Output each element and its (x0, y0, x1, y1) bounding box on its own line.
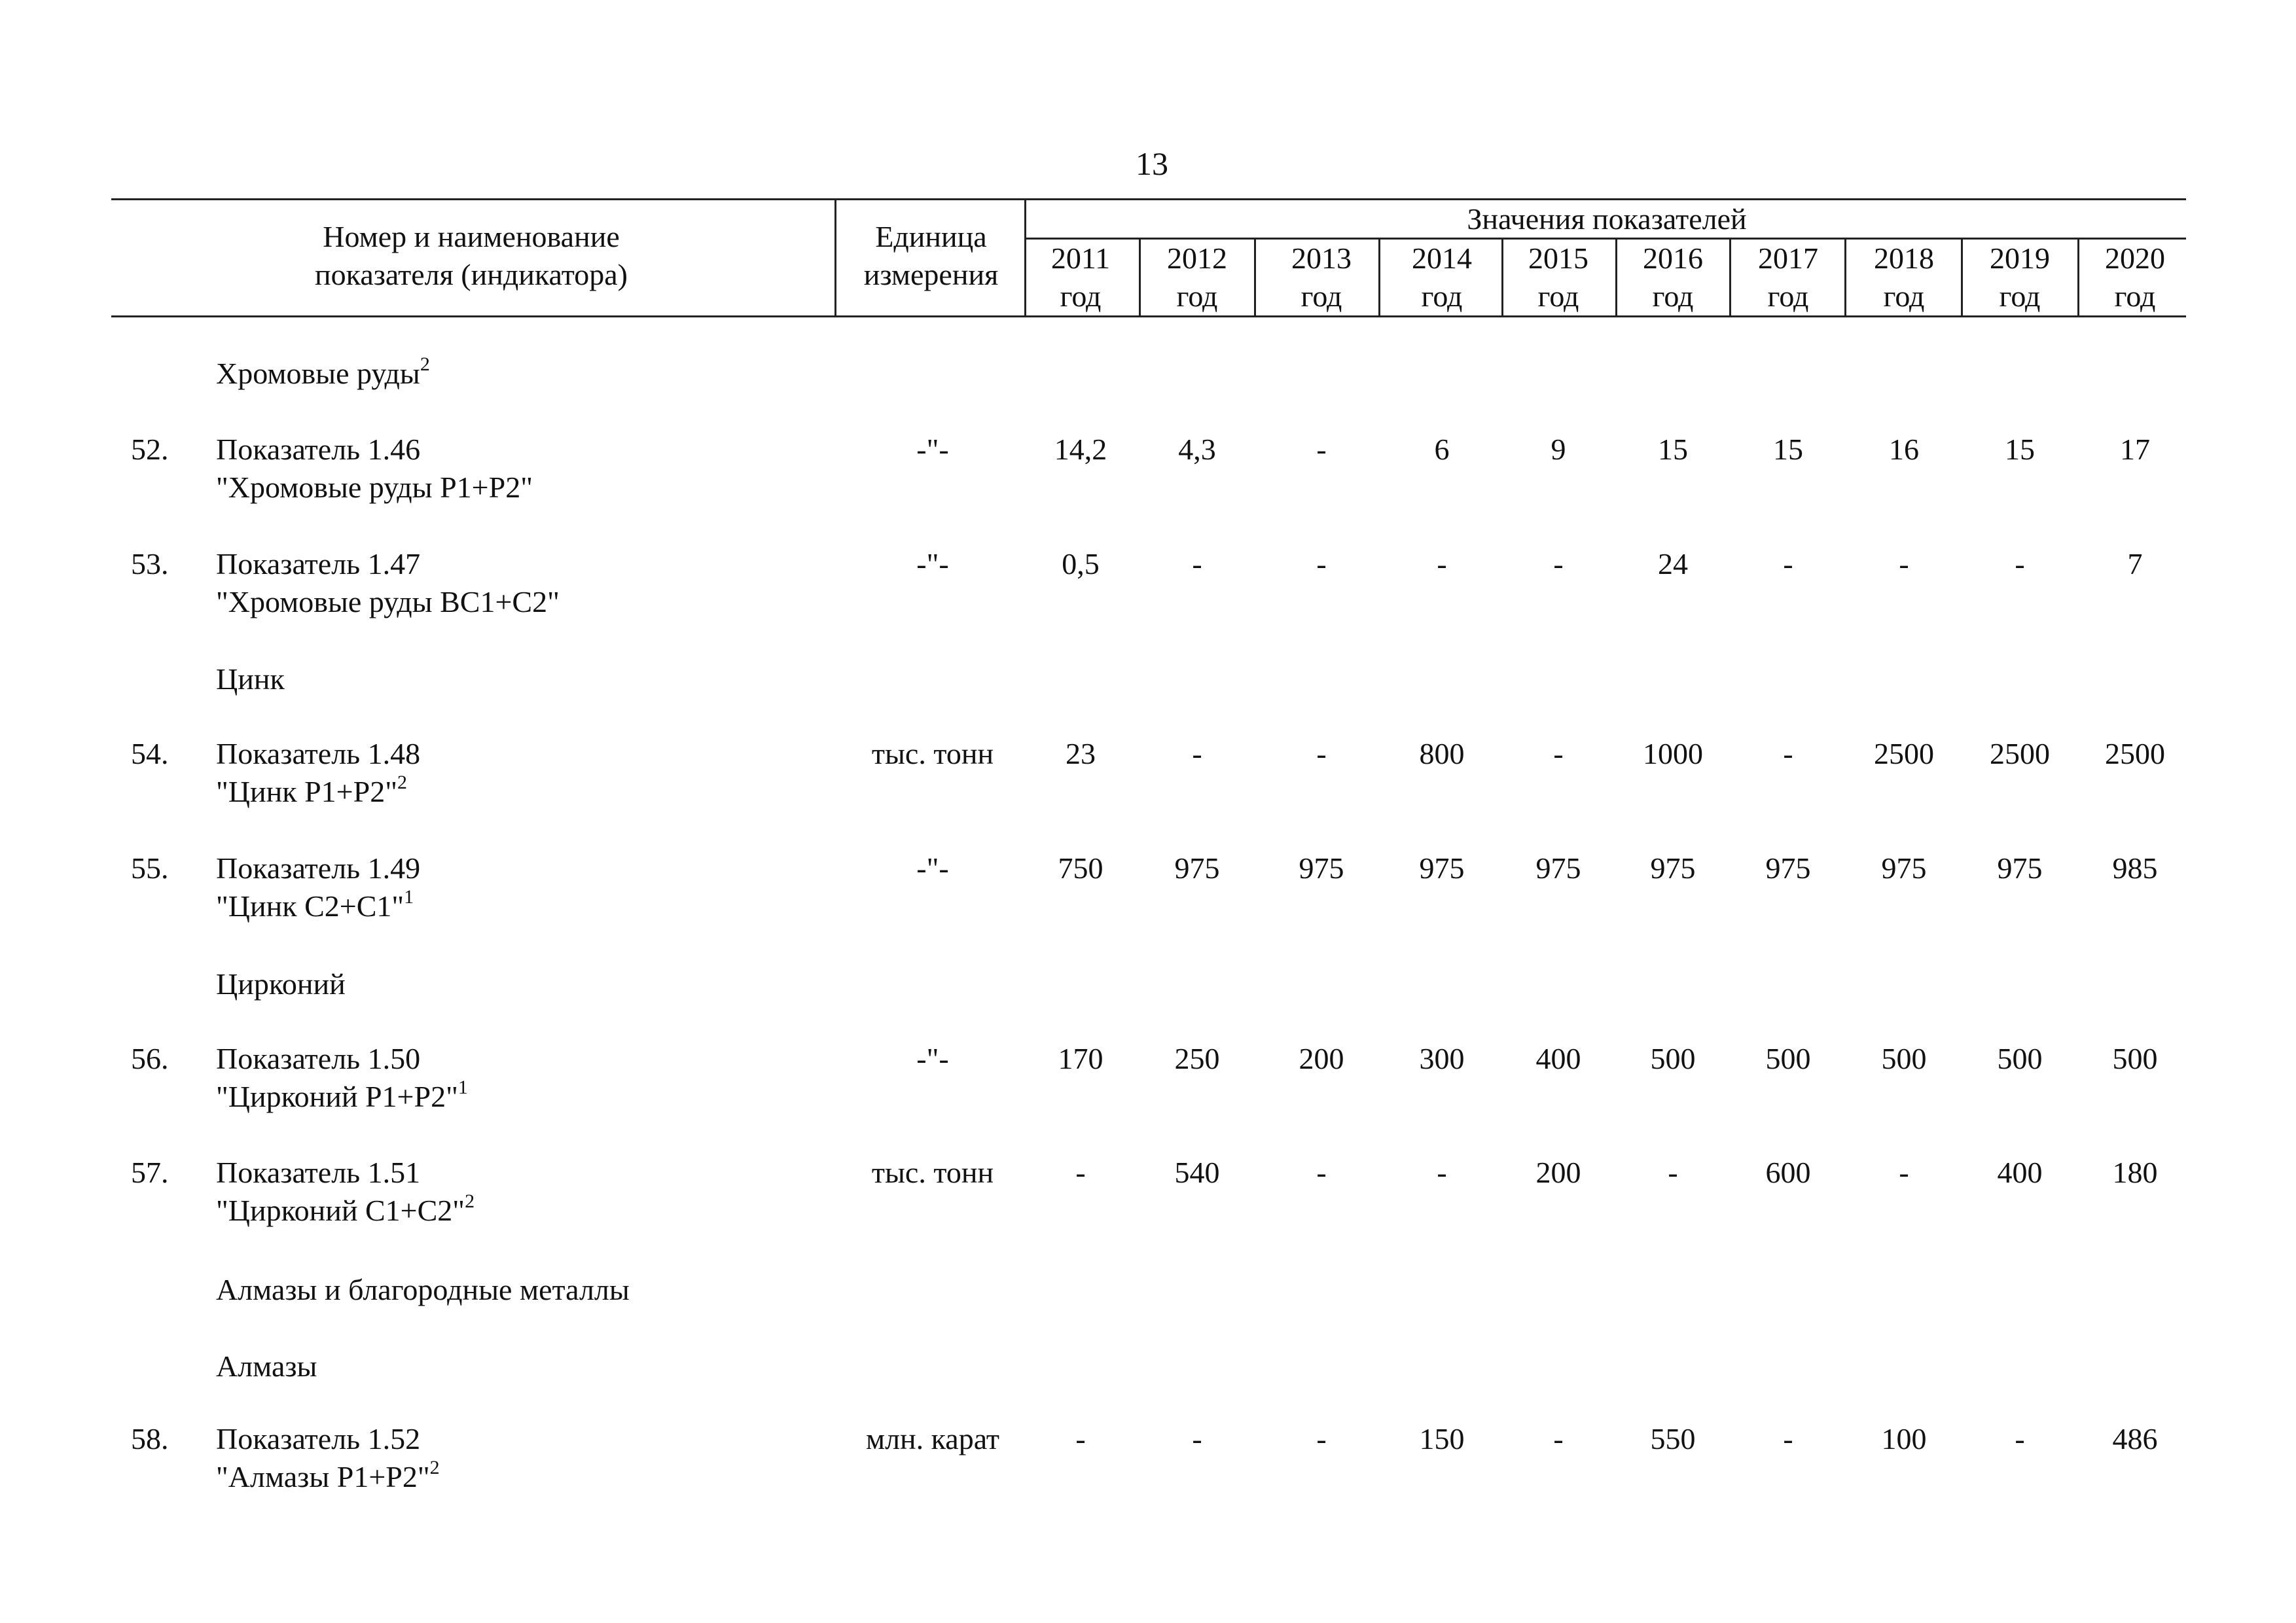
indicator-title (216, 773, 420, 811)
year-label: 2014 (1412, 241, 1472, 275)
year-header-9 (2079, 240, 2191, 315)
year-divider (1961, 238, 1963, 316)
year-header-0 (1025, 240, 1136, 315)
year-header-6 (1732, 240, 1844, 315)
footnote-mark: 2 (465, 1190, 475, 1212)
indicator-title-text: "Цинк С2+С1" (216, 889, 404, 923)
value-cell: - (1192, 547, 1202, 580)
year-suffix: год (1060, 279, 1102, 313)
value-cell: 16 (1889, 433, 1919, 466)
row-number: 57. (131, 1156, 169, 1189)
indicator-code: Показатель 1.52 (216, 1422, 421, 1455)
indicator-code: Показатель 1.51 (216, 1156, 421, 1189)
unit-cell: тыс. тонн (871, 737, 994, 770)
year-label: 2015 (1528, 241, 1588, 275)
indicator-title (216, 1192, 475, 1230)
value-cell: 9 (1551, 433, 1566, 466)
value-cell: 500 (1997, 1042, 2043, 1075)
value-cell: - (1316, 433, 1327, 466)
header-name-col (249, 218, 694, 294)
value-cell: - (1192, 1422, 1202, 1455)
year-header-1 (1141, 240, 1253, 315)
value-cell: - (1075, 1422, 1086, 1455)
year-suffix: год (1300, 279, 1342, 313)
indicator-code: Показатель 1.48 (216, 737, 421, 770)
value-cell: 100 (1881, 1422, 1927, 1455)
value-cell: 170 (1058, 1042, 1103, 1075)
indicator-title (216, 1078, 468, 1116)
indicator-name (216, 545, 560, 621)
indicator-code: Показатель 1.50 (216, 1042, 421, 1075)
header-name-line2: показателя (индикатора) (315, 258, 628, 291)
value-cell: 2500 (2105, 737, 2165, 770)
indicator-code: Показатель 1.49 (216, 851, 421, 885)
indicator-code: Показатель 1.46 (216, 433, 421, 466)
value-cell: - (1553, 737, 1564, 770)
value-cell: 985 (2112, 851, 2158, 885)
unit-cell: тыс. тонн (871, 1156, 994, 1189)
value-cell: 975 (1650, 851, 1696, 885)
indicator-name (216, 431, 533, 507)
year-divider (1729, 238, 1731, 316)
value-cell: 200 (1299, 1042, 1344, 1075)
value-cell: - (1899, 547, 1909, 580)
value-cell: 15 (2005, 433, 2035, 466)
value-cell: - (1316, 1422, 1327, 1455)
value-cell: - (2015, 547, 2025, 580)
value-cell: 6 (1434, 433, 1450, 466)
year-label: 2012 (1167, 241, 1227, 275)
section-zirconium: Цирконий (216, 967, 346, 1001)
year-suffix: год (1767, 279, 1809, 313)
value-cell: 550 (1650, 1422, 1696, 1455)
unit-cell: -"- (916, 1042, 949, 1075)
value-cell: 400 (1997, 1156, 2043, 1189)
value-cell: 17 (2120, 433, 2150, 466)
value-cell: 500 (1650, 1042, 1696, 1075)
year-suffix: год (1176, 279, 1218, 313)
col-divider-name (834, 198, 836, 316)
value-cell: - (2015, 1422, 2025, 1455)
value-cell: - (1899, 1156, 1909, 1189)
indicator-title (216, 583, 560, 621)
value-cell: 1000 (1643, 737, 1703, 770)
year-suffix: год (2114, 279, 2156, 313)
year-divider (1378, 238, 1380, 316)
year-suffix: год (1421, 279, 1463, 313)
value-cell: - (1553, 1422, 1564, 1455)
header-unit-line1: Единица (875, 220, 987, 253)
year-header-4 (1503, 240, 1614, 315)
value-cell: 150 (1419, 1422, 1465, 1455)
value-cell: - (1783, 737, 1793, 770)
value-cell: 975 (1419, 851, 1465, 885)
year-header-7 (1848, 240, 1960, 315)
value-cell: 250 (1174, 1042, 1220, 1075)
year-label: 2018 (1874, 241, 1934, 275)
value-cell: 540 (1174, 1156, 1220, 1189)
row-number: 58. (131, 1422, 169, 1455)
header-values-caption: Значения показателей (1467, 202, 1747, 236)
value-cell: 15 (1773, 433, 1803, 466)
value-cell: - (1316, 1156, 1327, 1189)
footnote-mark: 1 (404, 886, 414, 908)
indicator-title (216, 469, 533, 507)
value-cell: 2500 (1990, 737, 2050, 770)
unit-cell: -"- (916, 547, 949, 580)
year-suffix: год (1537, 279, 1579, 313)
section-diamonds-metals: Алмазы и благородные металлы (216, 1273, 630, 1306)
year-header-2 (1266, 240, 1377, 315)
year-label: 2011 (1050, 241, 1111, 275)
value-cell: 975 (1299, 851, 1344, 885)
year-label: 2013 (1291, 241, 1352, 275)
value-cell: 500 (2112, 1042, 2158, 1075)
year-suffix: год (1883, 279, 1925, 313)
value-cell: - (1316, 547, 1327, 580)
value-cell: - (1668, 1156, 1678, 1189)
value-cell: 750 (1058, 851, 1103, 885)
value-cell: 180 (2112, 1156, 2158, 1189)
value-cell: 0,5 (1062, 547, 1100, 580)
unit-cell: -"- (916, 433, 949, 466)
section-chrome-footnote: 2 (420, 353, 430, 375)
indicator-title-text: "Хромовые руды Р1+Р2" (216, 471, 533, 504)
section-diamonds: Алмазы (216, 1349, 317, 1383)
value-cell: 486 (2112, 1422, 2158, 1455)
value-cell: - (1075, 1156, 1086, 1189)
indicator-title (216, 887, 420, 925)
section-chrome (216, 355, 430, 393)
value-cell: - (1783, 1422, 1793, 1455)
value-cell: 400 (1535, 1042, 1581, 1075)
year-label: 2017 (1758, 241, 1818, 275)
section-chrome-title: Хромовые руды (216, 357, 420, 390)
unit-cell: млн. карат (865, 1422, 1000, 1455)
value-cell: 7 (2127, 547, 2143, 580)
section-zinc: Цинк (216, 662, 285, 696)
value-cell: 200 (1535, 1156, 1581, 1189)
value-cell: - (1437, 547, 1447, 580)
value-cell: 975 (1174, 851, 1220, 885)
row-number: 54. (131, 737, 169, 770)
header-unit-col (838, 218, 1024, 294)
year-label: 2019 (1990, 241, 2050, 275)
year-label: 2020 (2105, 241, 2165, 275)
row-number: 52. (131, 433, 169, 466)
year-divider (1844, 238, 1846, 316)
indicator-title-text: "Хромовые руды ВС1+С2" (216, 585, 560, 618)
value-cell: 975 (1535, 851, 1581, 885)
value-cell: - (1316, 737, 1327, 770)
year-suffix: год (1999, 279, 2041, 313)
year-divider (1254, 238, 1256, 316)
indicator-name (216, 735, 420, 811)
value-cell: 4,3 (1178, 433, 1216, 466)
footnote-mark: 2 (429, 1457, 440, 1478)
header-bottom-rule (111, 315, 2186, 317)
value-cell: - (1192, 737, 1202, 770)
indicator-name (216, 1420, 440, 1496)
page-number: 13 (1136, 145, 1168, 182)
indicator-name (216, 849, 420, 925)
value-cell: 975 (1997, 851, 2043, 885)
row-number: 55. (131, 851, 169, 885)
year-header-8 (1964, 240, 2075, 315)
value-cell: 500 (1881, 1042, 1927, 1075)
value-cell: 15 (1658, 433, 1688, 466)
year-header-3 (1386, 240, 1498, 315)
year-label: 2016 (1643, 241, 1703, 275)
value-cell: 600 (1765, 1156, 1811, 1189)
footnote-mark: 1 (457, 1077, 468, 1098)
footnote-mark: 2 (397, 772, 407, 793)
value-cell: - (1783, 547, 1793, 580)
year-suffix: год (1652, 279, 1694, 313)
value-cell: - (1553, 547, 1564, 580)
indicator-title-text: "Алмазы Р1+Р2" (216, 1460, 430, 1493)
value-cell: 2500 (1874, 737, 1934, 770)
value-cell: 800 (1419, 737, 1465, 770)
value-cell: 500 (1765, 1042, 1811, 1075)
indicator-name (216, 1040, 468, 1116)
row-number: 56. (131, 1042, 169, 1075)
indicator-name (216, 1154, 475, 1230)
value-cell: 300 (1419, 1042, 1465, 1075)
indicator-title (216, 1458, 440, 1496)
value-cell: 14,2 (1054, 433, 1107, 466)
header-name-line1: Номер и наименование (323, 220, 620, 253)
indicator-code: Показатель 1.47 (216, 547, 421, 580)
value-cell: 975 (1881, 851, 1927, 885)
header-unit-line2: измерения (863, 258, 999, 291)
unit-cell: -"- (916, 851, 949, 885)
indicator-title-text: "Цинк Р1+Р2" (216, 775, 397, 808)
year-header-5 (1617, 240, 1729, 315)
indicator-title-text: "Цирконий Р1+Р2" (216, 1080, 458, 1113)
value-cell: 24 (1658, 547, 1688, 580)
indicator-title-text: "Цирконий С1+С2" (216, 1194, 465, 1227)
value-cell: 23 (1066, 737, 1096, 770)
value-cell: 975 (1765, 851, 1811, 885)
row-number: 53. (131, 547, 169, 580)
value-cell: - (1437, 1156, 1447, 1189)
year-divider (1139, 238, 1141, 316)
